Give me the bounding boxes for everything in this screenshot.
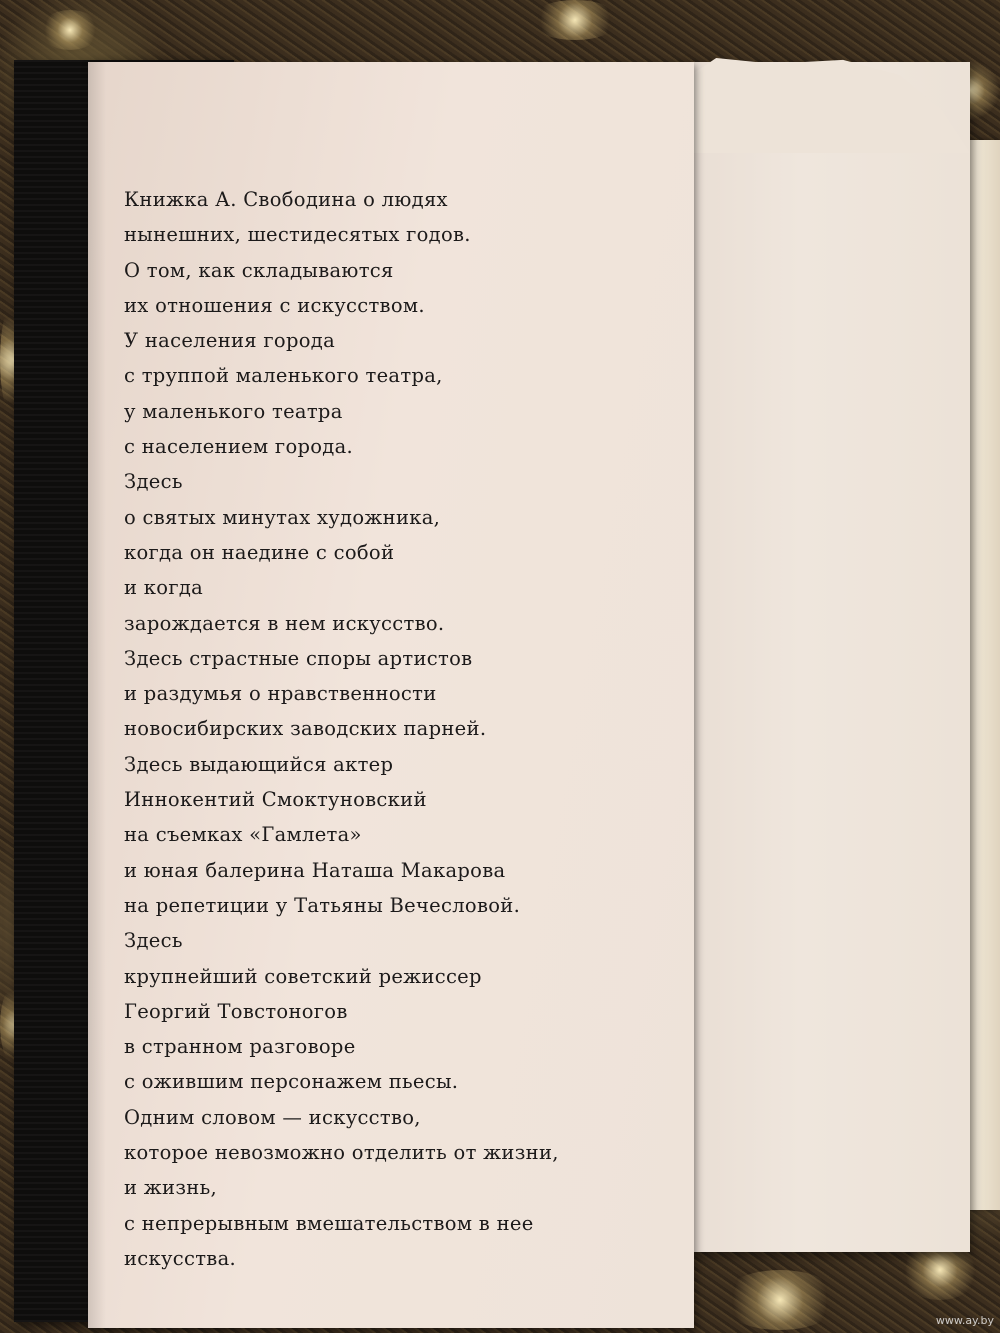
sparkle-decoration — [720, 1270, 840, 1330]
text-line: с ожившим персонажем пьесы. — [124, 1070, 459, 1094]
sparkle-decoration — [530, 0, 620, 40]
text-line: когда он наедине с собой — [124, 540, 395, 564]
text-line: их отношения с искусством. — [124, 293, 425, 317]
text-line: и юная балерина Наташа Макарова — [124, 858, 506, 882]
text-line: Книжка А. Свободина о людях — [124, 188, 448, 211]
text-line: с непрерывным вмешательством в нее — [124, 1211, 534, 1235]
text-line: Здесь выдающийся актер — [124, 752, 394, 776]
text-line: крупнейший советский режиссер — [124, 964, 482, 988]
text-line: на съемках «Гамлета» — [124, 823, 362, 847]
sparkle-decoration — [40, 10, 100, 50]
book-spine — [14, 60, 90, 1322]
text-line: о святых минутах художника, — [124, 505, 441, 529]
text-line: зарождается в нем искусство. — [124, 611, 445, 635]
watermark: www.ay.by — [935, 1314, 994, 1327]
text-line: в странном разговоре — [124, 1035, 356, 1059]
text-line: Здесь — [124, 929, 183, 953]
text-line: у маленького театра — [124, 399, 343, 423]
text-line: нынешних, шестидесятых годов. — [124, 223, 471, 247]
text-line: и когда — [124, 576, 204, 600]
text-line: Иннокентий Смоктуновский — [124, 788, 427, 812]
text-line: О том, как складываются — [124, 258, 394, 282]
text-line: искусства. — [124, 1246, 237, 1270]
text-line: У населения города — [124, 329, 336, 353]
text-line: Здесь — [124, 470, 183, 494]
text-line: и раздумья о нравственности — [124, 682, 437, 706]
text-line: на репетиции у Татьяны Вечесловой. — [124, 893, 521, 917]
text-line: которое невозможно отделить от жизни, — [124, 1141, 559, 1165]
text-line: с труппой маленького театра, — [124, 364, 443, 388]
page-text — [124, 182, 684, 1276]
back-sheet — [688, 62, 970, 1252]
text-line: новосибирских заводских парней. — [124, 717, 487, 741]
text-line: Здесь страстные споры артистов — [124, 646, 473, 670]
text-line: Одним словом — искусство, — [124, 1105, 421, 1129]
text-line: и жизнь, — [124, 1176, 217, 1200]
text-line: Георгий Товстоногов — [124, 999, 348, 1023]
text-line: с населением города. — [124, 435, 354, 459]
